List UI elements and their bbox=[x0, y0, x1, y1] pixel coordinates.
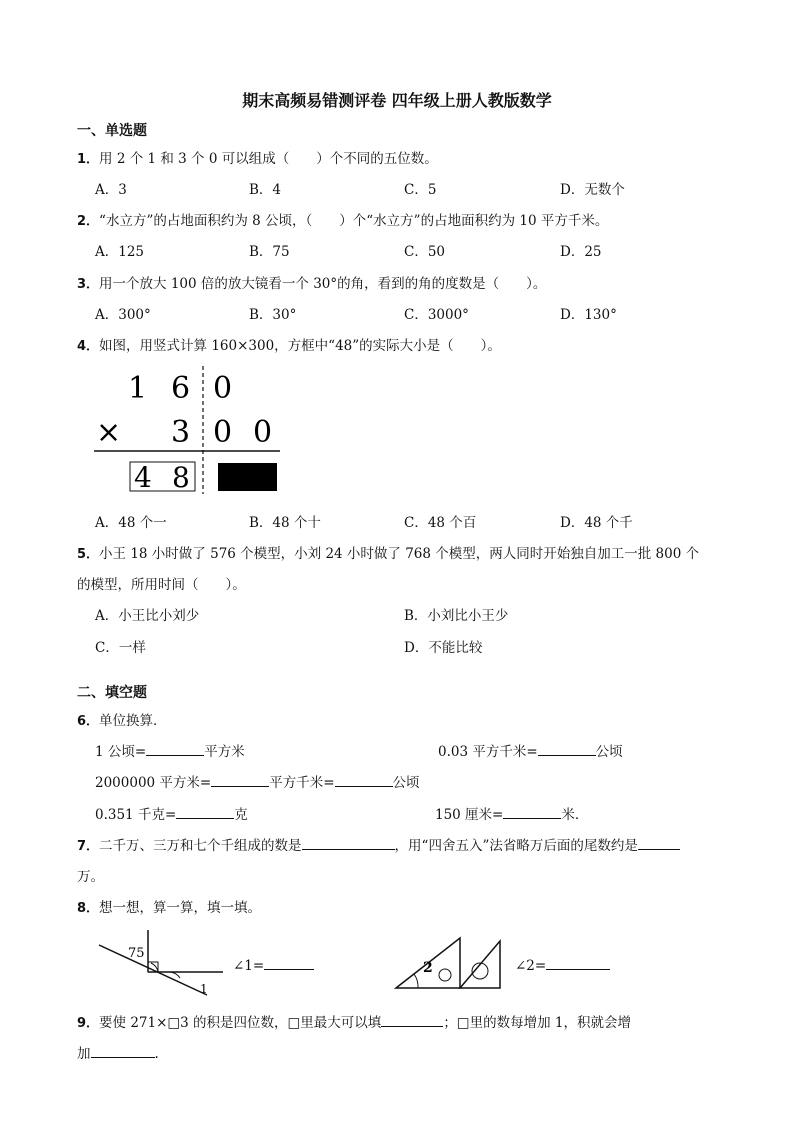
question-number: 4． bbox=[77, 339, 100, 354]
question-7-continued: 万。 bbox=[77, 869, 104, 885]
section-heading-fill-blank: 二、填空题 bbox=[77, 685, 147, 701]
digit-8: 8 bbox=[172, 461, 190, 494]
answer-blank[interactable] bbox=[381, 1013, 443, 1027]
question-9 bbox=[77, 1011, 631, 1031]
option-d: D．130° bbox=[560, 307, 617, 323]
question-number: 8． bbox=[77, 901, 100, 916]
option-b: B．4 bbox=[249, 182, 282, 198]
answer-blank[interactable] bbox=[91, 1044, 155, 1058]
option-b: B．小刘比小王少 bbox=[404, 608, 509, 624]
question-1 bbox=[77, 147, 438, 167]
conversion-line-1b bbox=[438, 740, 623, 760]
option-c: C．5 bbox=[404, 182, 437, 198]
option-a: A．48 个一 bbox=[95, 515, 167, 531]
question-2 bbox=[77, 209, 608, 229]
angle-label: ∠1= bbox=[233, 958, 265, 974]
label-1: 1 bbox=[200, 982, 208, 996]
conversion-text: 1 公顷= bbox=[95, 744, 147, 760]
option-a: A．3 bbox=[95, 182, 127, 198]
label-2: 2 bbox=[423, 960, 433, 976]
option-b: B．75 bbox=[249, 244, 290, 260]
conversion-text: 2000000 平方米= bbox=[95, 775, 212, 791]
answer-blank[interactable] bbox=[211, 773, 269, 787]
digit-0: 0 bbox=[213, 415, 233, 450]
digit-6: 6 bbox=[171, 371, 191, 406]
answer-blank[interactable] bbox=[335, 773, 393, 787]
unit-text: 米． bbox=[561, 807, 589, 823]
question-text: 加 bbox=[77, 1046, 91, 1062]
conversion-text: 0.351 千克= bbox=[95, 807, 177, 823]
answer-blank[interactable] bbox=[264, 956, 314, 970]
question-5 bbox=[77, 542, 699, 562]
digit-3: 3 bbox=[171, 415, 191, 450]
answer-blank[interactable] bbox=[176, 805, 234, 819]
unit-text: 克 bbox=[234, 807, 248, 823]
question-text: 想一想，算一算，填一填。 bbox=[99, 900, 262, 916]
section-heading-single-choice: 一、单选题 bbox=[77, 123, 147, 139]
question-text-b: ，用“四舍五入”法省略万后面的尾数约是 bbox=[394, 838, 638, 854]
angle-label: ∠2= bbox=[515, 958, 547, 974]
unit-text: 公顷 bbox=[392, 775, 420, 791]
angle-1-figure bbox=[95, 930, 230, 1000]
option-d: D．25 bbox=[560, 244, 602, 260]
digit-0: 0 bbox=[253, 415, 273, 450]
question-number: 9． bbox=[77, 1016, 100, 1031]
angle-2-answer bbox=[515, 956, 610, 974]
label-75: 75 bbox=[128, 946, 145, 961]
conversion-text: 0.03 平方千米= bbox=[438, 744, 538, 760]
angle-arc bbox=[170, 972, 180, 978]
question-number: 7． bbox=[77, 839, 100, 854]
option-a: A．小王比小刘少 bbox=[95, 608, 200, 624]
digit-0: 0 bbox=[213, 371, 233, 406]
question-6 bbox=[77, 709, 167, 729]
option-d: D．48 个千 bbox=[560, 515, 633, 531]
question-text-b: ；□里的数每增加 1，积就会增 bbox=[443, 1015, 631, 1031]
hidden-digits-block bbox=[218, 463, 277, 491]
answer-blank[interactable] bbox=[546, 956, 610, 970]
question-text: 要使 271×□3 的积是四位数，□里最大可以填 bbox=[99, 1015, 382, 1031]
answer-blank[interactable] bbox=[503, 805, 561, 819]
conversion-text: 150 厘米= bbox=[435, 807, 504, 823]
question-text: 单位换算． bbox=[99, 713, 167, 729]
option-a: A．300° bbox=[95, 307, 151, 323]
option-b: B．30° bbox=[249, 307, 297, 323]
conversion-line-3b bbox=[435, 803, 588, 823]
question-number: 1． bbox=[77, 152, 100, 167]
option-c: C．一样 bbox=[95, 640, 146, 656]
question-4 bbox=[77, 334, 501, 354]
question-number: 2． bbox=[77, 214, 100, 229]
conversion-line-3a bbox=[95, 803, 248, 823]
option-c: C．48 个百 bbox=[404, 515, 477, 531]
question-5-continued: 的模型，所用时间（ ）。 bbox=[77, 577, 246, 593]
triangle-ruler-right bbox=[460, 941, 500, 988]
question-8 bbox=[77, 896, 261, 916]
question-text: . bbox=[154, 1046, 159, 1062]
angle-2-figure bbox=[392, 935, 507, 993]
angle-1-answer bbox=[233, 956, 314, 974]
option-a: A．125 bbox=[95, 244, 145, 260]
answer-blank[interactable] bbox=[638, 836, 680, 850]
question-7 bbox=[77, 834, 680, 854]
digit-1: 1 bbox=[128, 371, 148, 406]
vertical-multiplication-figure bbox=[88, 362, 288, 498]
question-text: 用一个放大 100 倍的放大镜看一个 30°的角，看到的角的度数是（ ）。 bbox=[99, 276, 547, 292]
slanted-line bbox=[99, 945, 207, 995]
answer-blank[interactable] bbox=[146, 742, 204, 756]
question-text: 小王 18 小时做了 576 个模型，小刘 24 小时做了 768 个模型，两人同时开始独自加工一批 800 个 bbox=[99, 546, 700, 562]
option-c: C．50 bbox=[404, 244, 446, 260]
question-text: 二千万、三万和七个千组成的数是 bbox=[99, 838, 302, 854]
question-number: 5． bbox=[77, 547, 100, 562]
digit-4: 4 bbox=[134, 461, 152, 494]
answer-blank[interactable] bbox=[538, 742, 596, 756]
unit-text: 平方米 bbox=[204, 744, 245, 760]
question-9-continued bbox=[77, 1042, 159, 1062]
answer-blank[interactable] bbox=[302, 836, 395, 850]
page-title: 期末高频易错测评卷 四年级上册人教版数学 bbox=[242, 91, 552, 110]
option-d: D．不能比较 bbox=[404, 640, 483, 656]
option-c: C．3000° bbox=[404, 307, 469, 323]
angle-arc bbox=[414, 974, 418, 988]
question-text: 如图，用竖式计算 160×300，方框中“48”的实际大小是（ ）。 bbox=[99, 338, 501, 354]
question-3 bbox=[77, 272, 546, 292]
option-b: B．48 个十 bbox=[249, 515, 321, 531]
unit-text: 公顷 bbox=[595, 744, 623, 760]
conversion-line-2 bbox=[95, 771, 420, 791]
conversion-line-1a bbox=[95, 740, 245, 760]
question-text: 用 2 个 1 和 3 个 0 可以组成（ ）个不同的五位数。 bbox=[99, 151, 438, 167]
question-number: 6． bbox=[77, 714, 100, 729]
unit-text: 平方千米= bbox=[269, 775, 335, 791]
option-d: D．无数个 bbox=[560, 182, 625, 198]
times-sign: × bbox=[96, 415, 122, 450]
question-text: “水立方”的占地面积约为 8 公顷，（ ）个“水立方”的占地面积约为 10 平方千米。 bbox=[99, 213, 609, 229]
ruler-hole-small bbox=[439, 969, 451, 981]
question-number: 3． bbox=[77, 277, 100, 292]
